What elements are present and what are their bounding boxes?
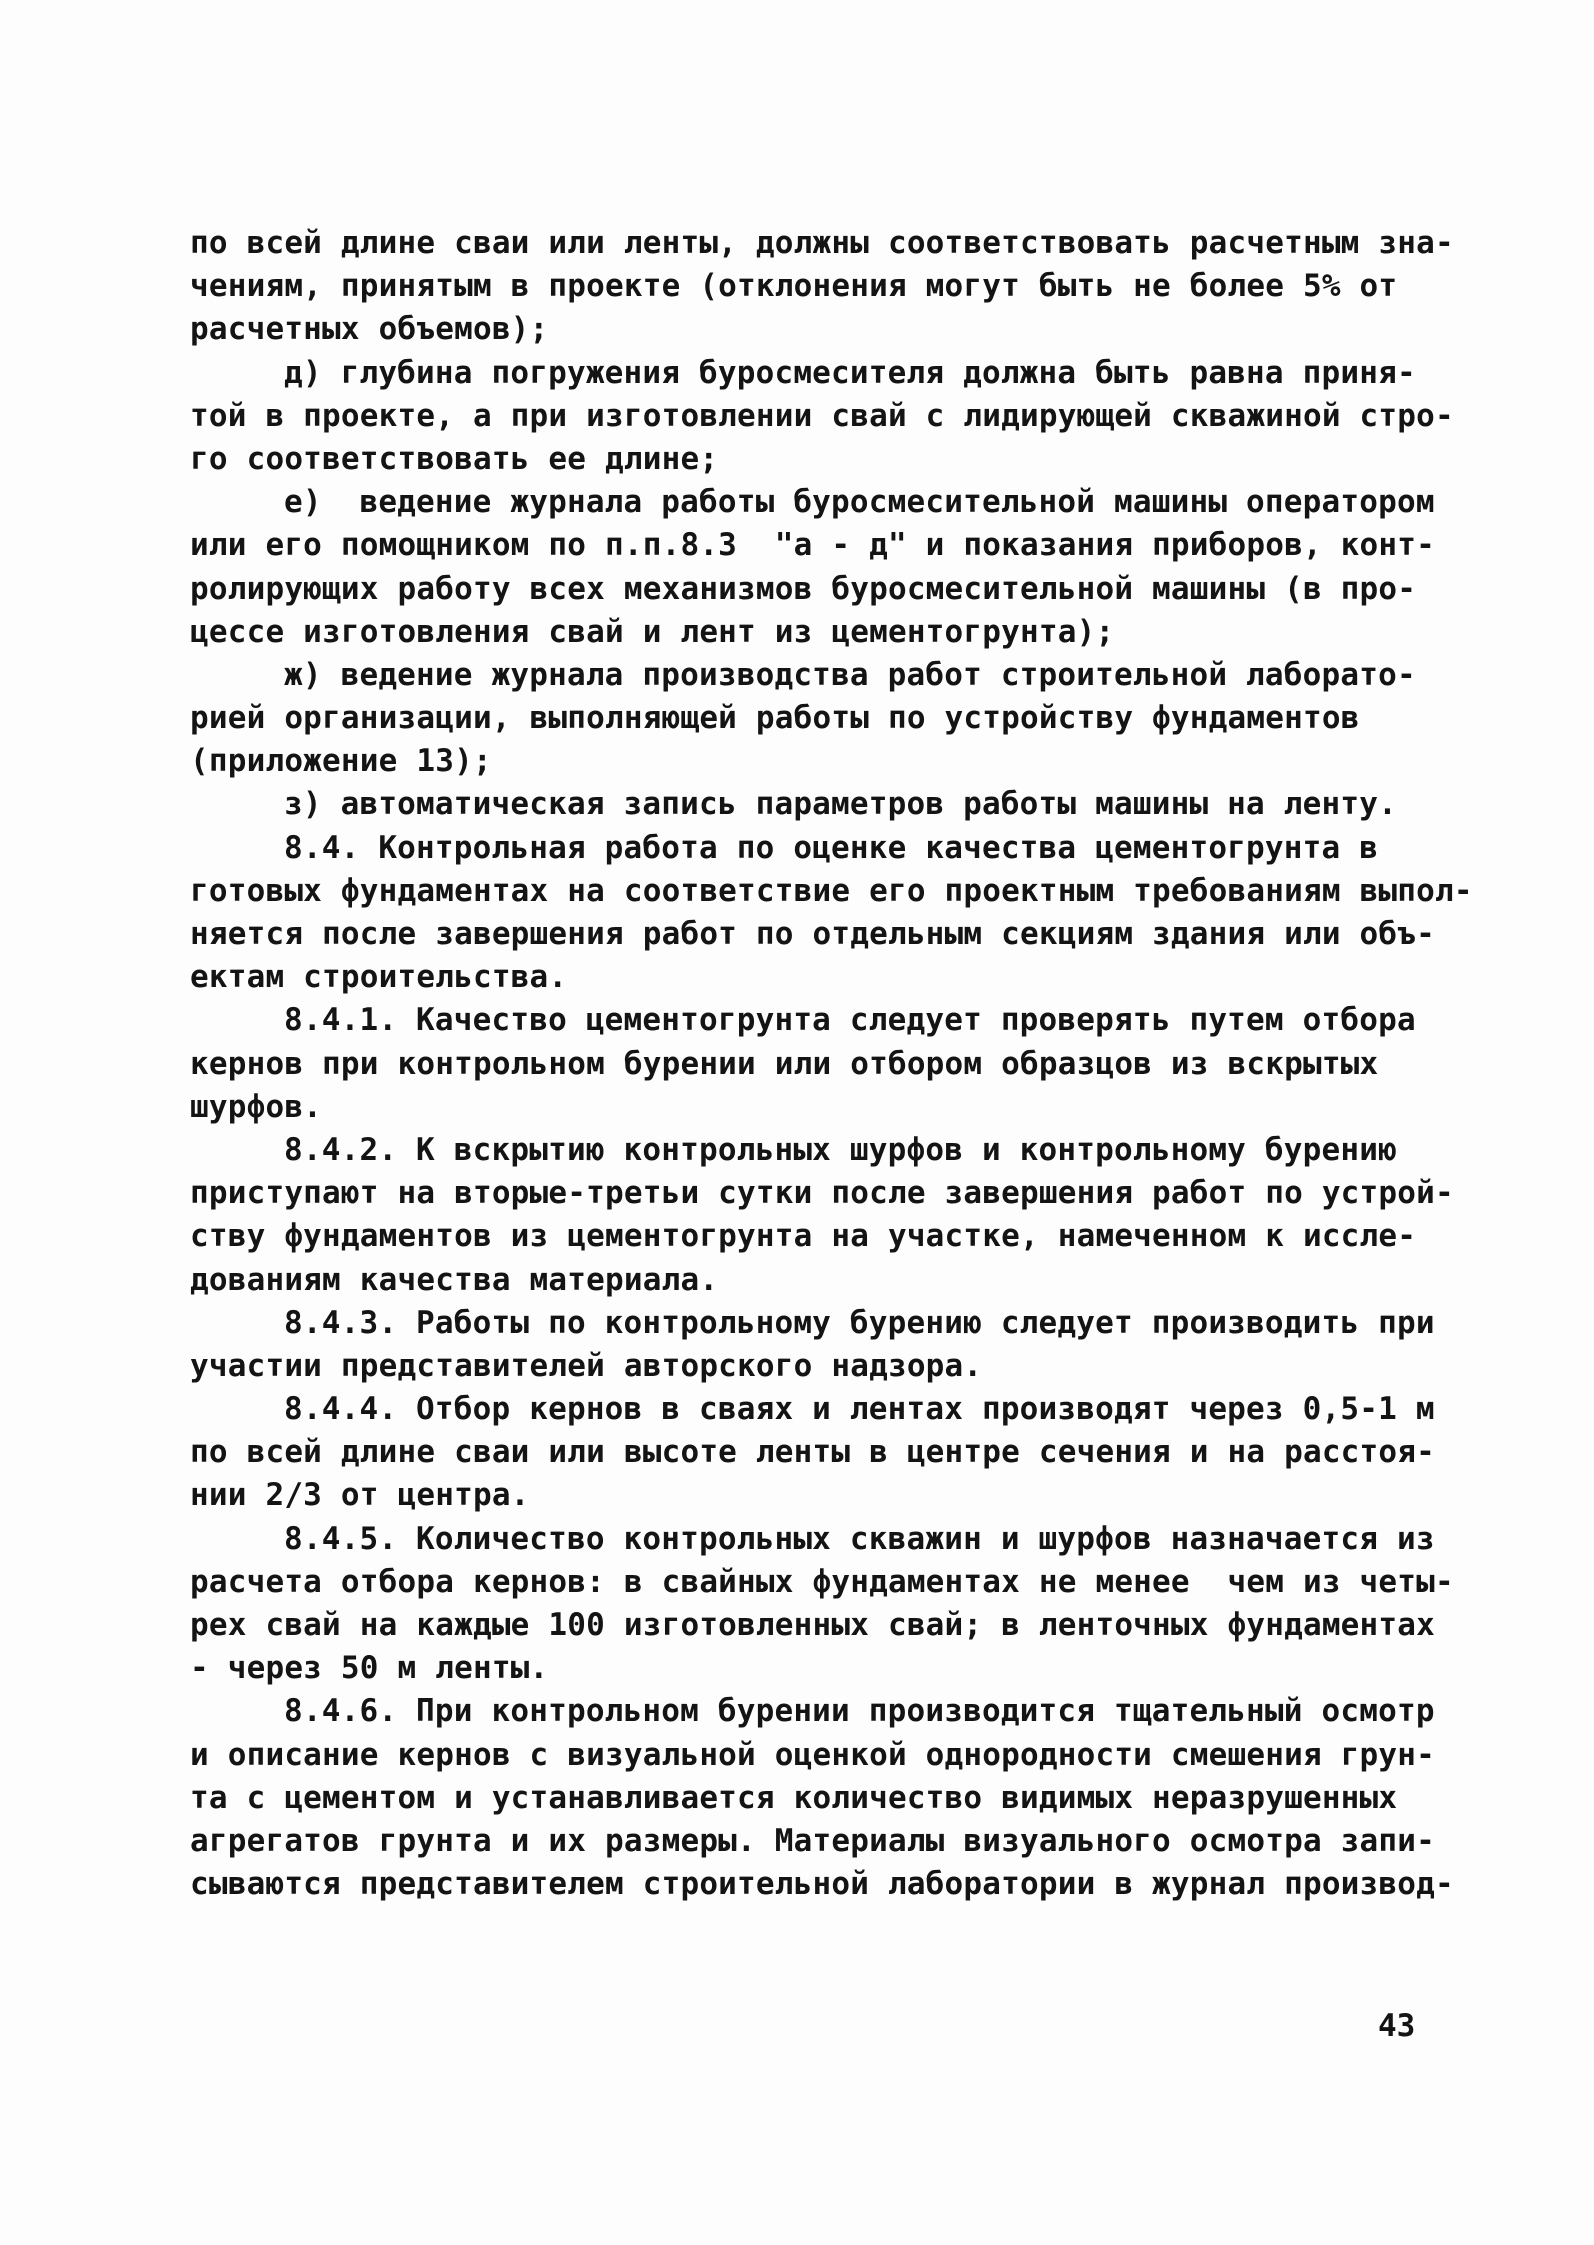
text-line: рех свай на каждые 100 изготовленных свай; в ленточных фундаментах	[190, 1607, 1435, 1643]
text-line: и описание кернов с визуальной оценкой однородности смешения грун-	[190, 1736, 1435, 1773]
text-line: та с цементом и устанавливается количество видимых неразрушенных	[190, 1779, 1398, 1816]
text-line: кернов при контрольном бурении или отбором образцов из вскрытых	[190, 1045, 1379, 1082]
text-line: чениям, принятым в проекте (отклонения могут быть не более 5% от	[190, 268, 1398, 305]
text-line: сываются представителем строительной лаборатории в журнал производ-	[190, 1866, 1454, 1903]
text-line: з) автоматическая запись параметров работы машины на ленту.	[284, 786, 1397, 823]
text-line: 8.4. Контрольная работа по оценке качества цементогрунта в	[284, 829, 1379, 866]
text-line: го соответствовать ее длине;	[190, 440, 719, 477]
text-line: 8.4.2. К вскрытию контрольных шурфов и контрольному бурению	[284, 1131, 1397, 1168]
text-line: 8.4.4. Отбор кернов в сваях и лентах производят через 0,5-1 м	[284, 1391, 1435, 1428]
text-line: готовых фундаментах на соответствие его проектным требованиям выпол-	[190, 872, 1473, 909]
text-line: 8.4.1. Качество цементогрунта следует проверять путем отбора	[284, 1002, 1416, 1039]
text-line: участии представителей авторского надзора.	[190, 1347, 983, 1384]
text-line: по всей длине сваи или высоте ленты в центре сечения и на расстоя-	[190, 1434, 1435, 1471]
text-line: няется после завершения работ по отдельным секциям здания или объ-	[190, 916, 1435, 952]
text-line: 8.4.5. Количество контрольных скважин и шурфов назначается из	[284, 1520, 1435, 1557]
text-line: расчетных объемов);	[190, 311, 549, 348]
text-line: е) ведение журнала работы буросмесительной машины оператором	[284, 484, 1435, 521]
text-line: или его помощником по п.п.8.3 "а - д" и показания приборов, конт-	[190, 527, 1435, 564]
text-line: по всей длине сваи или ленты, должны соответствовать расчетным зна-	[190, 225, 1454, 261]
document-body-text	[190, 222, 1473, 1906]
text-line: д) глубина погружения буросмесителя должна быть равна приня-	[284, 354, 1416, 391]
text-line: нии 2/3 от центра.	[190, 1477, 530, 1514]
text-line: ж) ведение журнала производства работ строительной лаборато-	[284, 656, 1416, 693]
text-line: дованиям качества материала.	[190, 1261, 719, 1298]
text-line: 8.4.3. Работы по контрольному бурению следует производить при	[284, 1304, 1435, 1341]
text-line: 8.4.6. При контрольном бурении производится тщательный осмотр	[284, 1693, 1435, 1730]
text-line: - через 50 м ленты.	[190, 1650, 549, 1687]
text-line: ролирующих работу всех механизмов буросмесительной машины (в про-	[190, 570, 1417, 607]
text-line: цессе изготовления свай и лент из цементогрунта);	[190, 613, 1115, 650]
text-line: ектам строительства.	[190, 959, 568, 996]
text-line: (приложение 13);	[190, 743, 492, 780]
text-line: той в проекте, а при изготовлении свай с лидирующей скважиной стро-	[190, 397, 1454, 434]
text-line: расчета отбора кернов: в свайных фундаментах не менее чем из четы-	[190, 1563, 1454, 1600]
page-number: 43	[1378, 2008, 1416, 2044]
text-line: приступают на вторые-третьи сутки после завершения работ по устрой-	[190, 1175, 1454, 1212]
text-line: ству фундаментов из цементогрунта на участке, намеченном к иссле-	[190, 1218, 1417, 1255]
text-line: агрегатов грунта и их размеры. Материалы визуального осмотра запи-	[190, 1822, 1435, 1859]
text-line: шурфов.	[190, 1088, 323, 1125]
text-line: рией организации, выполняющей работы по устройству фундаментов	[190, 700, 1360, 737]
